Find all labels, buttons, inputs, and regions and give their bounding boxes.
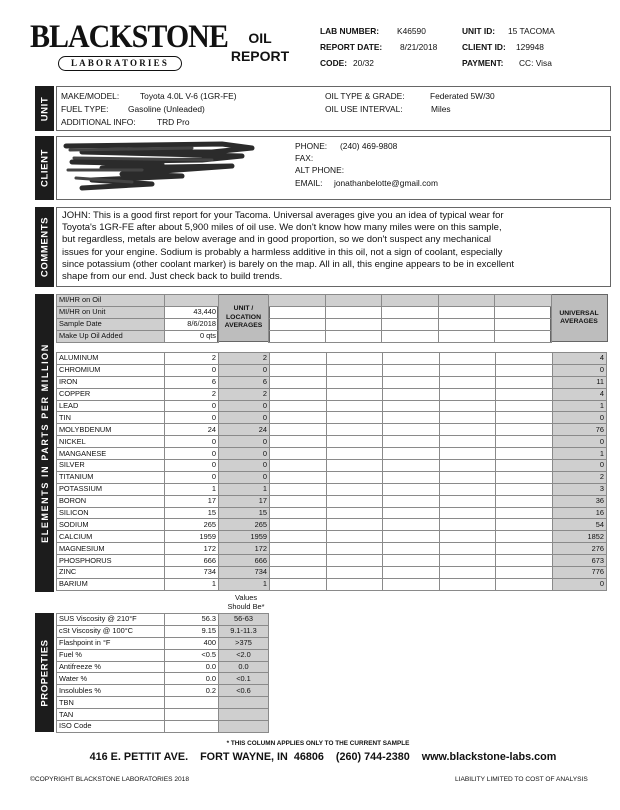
element-value: 0	[165, 436, 219, 448]
element-value: 265	[165, 519, 219, 531]
properties-table	[56, 613, 269, 733]
unit-average: 0	[219, 400, 270, 412]
unit-average: 265	[219, 519, 270, 531]
element-name: SODIUM	[57, 519, 165, 531]
lab-number: K46590	[397, 26, 426, 36]
universal-average: 776	[553, 567, 607, 579]
comment-line: Toyota's 1GR-FE after about 5,900 miles of oil use. We don't know how many miles were on this sample,	[62, 222, 502, 234]
info-value: 8/6/2018	[165, 318, 219, 330]
alt-phone-label: ALT PHONE:	[295, 165, 345, 175]
table-row	[57, 306, 219, 318]
table-row	[57, 471, 607, 483]
element-name: LEAD	[57, 400, 165, 412]
table-row	[57, 388, 607, 400]
property-should-be	[219, 721, 269, 733]
table-row	[57, 330, 219, 342]
universal-average: 54	[553, 519, 607, 531]
element-name: MAGNESIUM	[57, 543, 165, 555]
unit-id: 15 TACOMA	[508, 26, 555, 36]
client-id-label: CLIENT ID:	[462, 42, 506, 52]
element-value: 0	[165, 364, 219, 376]
property-value: 0.2	[165, 685, 219, 697]
unit-average: 0	[219, 448, 270, 460]
unit-average: 0	[219, 460, 270, 472]
element-value: 6	[165, 376, 219, 388]
universal-average: 276	[553, 543, 607, 555]
universal-average: 1852	[553, 531, 607, 543]
property-should-be: 0.0	[219, 661, 269, 673]
element-value: 0	[165, 448, 219, 460]
unit-average: 1959	[219, 531, 270, 543]
report-date: 8/21/2018	[400, 42, 438, 52]
element-value: 1	[165, 483, 219, 495]
element-value: 0	[165, 412, 219, 424]
universal-average: 673	[553, 555, 607, 567]
unit-average: 1	[219, 483, 270, 495]
element-name: MANGANESE	[57, 448, 165, 460]
property-should-be: >375	[219, 637, 269, 649]
element-value: 24	[165, 424, 219, 436]
table-row	[57, 721, 269, 733]
property-should-be: <0.6	[219, 685, 269, 697]
property-name: SUS Viscosity @ 210°F	[57, 614, 165, 626]
payment-value: CC: Visa	[519, 58, 552, 68]
property-name: TBN	[57, 697, 165, 709]
info-label: Sample Date	[57, 318, 165, 330]
unit-section-tab: UNIT	[35, 86, 54, 131]
element-name: IRON	[57, 376, 165, 388]
element-name: BORON	[57, 495, 165, 507]
universal-average: 4	[553, 388, 607, 400]
table-row	[57, 697, 269, 709]
table-row	[57, 495, 607, 507]
element-value: 1959	[165, 531, 219, 543]
unit-average: 15	[219, 507, 270, 519]
property-should-be: 56-63	[219, 614, 269, 626]
unit-average: 666	[219, 555, 270, 567]
oil-type: Federated 5W/30	[430, 91, 495, 101]
table-row	[57, 661, 269, 673]
universal-average: 3	[553, 483, 607, 495]
element-value: 666	[165, 555, 219, 567]
elements-table	[56, 352, 607, 591]
info-label: MI/HR on Unit	[57, 306, 165, 318]
universal-averages-header: UNIVERSAL AVERAGES	[550, 294, 608, 342]
table-row	[57, 424, 607, 436]
property-value: <0.5	[165, 649, 219, 661]
footnote: * THIS COLUMN APPLIES ONLY TO THE CURRENT SAMPLE	[226, 740, 410, 747]
universal-average: 4	[553, 353, 607, 365]
property-name: TAN	[57, 709, 165, 721]
report-title-oil: OIL	[248, 30, 272, 46]
redacted-client-info	[62, 140, 258, 194]
property-value	[165, 697, 219, 709]
property-name: Antifreeze %	[57, 661, 165, 673]
table-row	[57, 637, 269, 649]
element-name: ZINC	[57, 567, 165, 579]
universal-average: 0	[553, 460, 607, 472]
property-value: 56.3	[165, 614, 219, 626]
element-value: 0	[165, 460, 219, 472]
table-row	[57, 685, 269, 697]
fuel-type-label: FUEL TYPE:	[61, 104, 109, 114]
table-row	[57, 412, 607, 424]
additional-info-label: ADDITIONAL INFO:	[61, 117, 136, 127]
table-row	[57, 614, 269, 626]
element-name: ALUMINUM	[57, 353, 165, 365]
property-name: cSt Viscosity @ 100°C	[57, 625, 165, 637]
element-value: 15	[165, 507, 219, 519]
email-label: EMAIL:	[295, 178, 323, 188]
property-name: Flashpoint in °F	[57, 637, 165, 649]
unit-average: 6	[219, 376, 270, 388]
property-should-be	[219, 697, 269, 709]
comment-line: JOHN: This is a good first report for your Tacoma. Universal averages give you an idea of typical wear for	[62, 210, 504, 221]
table-row	[57, 448, 607, 460]
element-value: 17	[165, 495, 219, 507]
logo-wordmark: BLACKSTONE	[30, 18, 228, 55]
properties-section-tab: PROPERTIES	[35, 613, 54, 732]
element-name: MOLYBDENUM	[57, 424, 165, 436]
table-row	[57, 519, 607, 531]
unit-id-label: UNIT ID:	[462, 26, 496, 36]
unit-average: 172	[219, 543, 270, 555]
element-value: 2	[165, 388, 219, 400]
comments-section-tab: COMMENTS	[35, 207, 54, 287]
universal-average: 16	[553, 507, 607, 519]
elements-section-tab: ELEMENTS IN PARTS PER MILLION	[35, 294, 54, 592]
table-row	[57, 578, 607, 590]
property-value: 400	[165, 637, 219, 649]
table-row	[57, 531, 607, 543]
unit-average: 24	[219, 424, 270, 436]
oil-type-label: OIL TYPE & GRADE:	[325, 91, 405, 101]
should-be-header-line-1: Values	[234, 593, 258, 602]
fuel-type: Gasoline (Unleaded)	[128, 104, 205, 114]
property-name: Fuel %	[57, 649, 165, 661]
unit-average: 0	[219, 471, 270, 483]
table-row	[57, 673, 269, 685]
make-model-label: MAKE/MODEL:	[61, 91, 120, 101]
property-should-be: <0.1	[219, 673, 269, 685]
element-value: 0	[165, 400, 219, 412]
element-name: TITANIUM	[57, 471, 165, 483]
report-date-label: REPORT DATE:	[320, 42, 383, 52]
client-section-tab: CLIENT	[35, 136, 54, 200]
make-model: Toyota 4.0L V-6 (1GR-FE)	[140, 91, 237, 101]
element-name: TIN	[57, 412, 165, 424]
element-name: COPPER	[57, 388, 165, 400]
info-value: 0 qts	[165, 330, 219, 342]
table-row	[57, 353, 607, 365]
element-name: POTASSIUM	[57, 483, 165, 495]
table-row	[57, 709, 269, 721]
unit-averages-header: UNIT / LOCATION AVERAGES	[217, 294, 270, 342]
info-value: 43,440	[165, 306, 219, 318]
universal-average: 0	[553, 578, 607, 590]
element-name: CALCIUM	[57, 531, 165, 543]
email-value: jonathanbelotte@gmail.com	[334, 178, 438, 188]
oil-interval: Miles	[431, 104, 451, 114]
code-label: CODE:	[320, 58, 347, 68]
table-row	[57, 460, 607, 472]
property-name: Insolubles %	[57, 685, 165, 697]
table-row	[57, 543, 607, 555]
history-header-grid	[268, 294, 552, 343]
table-row	[57, 400, 607, 412]
universal-average: 1	[553, 448, 607, 460]
property-name: ISO Code	[57, 721, 165, 733]
unit-average: 0	[219, 436, 270, 448]
table-row	[57, 483, 607, 495]
client-id: 129948	[516, 42, 544, 52]
info-value	[165, 295, 219, 307]
unit-average: 17	[219, 495, 270, 507]
table-row	[57, 507, 607, 519]
blackstone-logo	[30, 18, 228, 76]
property-should-be: 9.1-11.3	[219, 625, 269, 637]
property-should-be: <2.0	[219, 649, 269, 661]
universal-average: 36	[553, 495, 607, 507]
universal-average: 11	[553, 376, 607, 388]
unit-average: 0	[219, 364, 270, 376]
element-value: 734	[165, 567, 219, 579]
copyright: ©COPYRIGHT BLACKSTONE LABORATORIES 2018	[30, 776, 190, 783]
table-row	[57, 649, 269, 661]
element-name: PHOSPHORUS	[57, 555, 165, 567]
additional-info: TRD Pro	[157, 117, 190, 127]
table-row	[57, 567, 607, 579]
property-value: 0.0	[165, 661, 219, 673]
element-value: 172	[165, 543, 219, 555]
element-value: 2	[165, 353, 219, 365]
code-value: 20/32	[353, 58, 374, 68]
should-be-header-line-2: Should Be*	[227, 602, 265, 611]
element-value: 0	[165, 471, 219, 483]
sample-info-table	[56, 294, 219, 343]
table-row	[57, 318, 219, 330]
unit-average: 0	[219, 412, 270, 424]
property-value	[165, 721, 219, 733]
property-name: Water %	[57, 673, 165, 685]
element-name: BARIUM	[57, 578, 165, 590]
unit-average: 2	[219, 388, 270, 400]
universal-average: 0	[553, 364, 607, 376]
oil-interval-label: OIL USE INTERVAL:	[325, 104, 403, 114]
table-row	[57, 376, 607, 388]
table-row	[57, 625, 269, 637]
element-value: 1	[165, 578, 219, 590]
phone-value: (240) 469-9808	[340, 141, 398, 151]
payment-label: PAYMENT:	[462, 58, 504, 68]
table-row	[57, 364, 607, 376]
unit-average: 734	[219, 567, 270, 579]
phone-label: PHONE:	[295, 141, 328, 151]
element-name: NICKEL	[57, 436, 165, 448]
should-be-header	[218, 593, 274, 611]
info-label: Make Up Oil Added	[57, 330, 165, 342]
liability-note: LIABILITY LIMITED TO COST OF ANALYSIS	[455, 776, 588, 783]
comment-line: since potassium (other coolant marker) is barely on the map. All in all, this engine appears to be in excellent	[62, 258, 515, 270]
lab-number-label: LAB NUMBER:	[320, 26, 380, 36]
universal-average: 2	[553, 471, 607, 483]
footer-address: 416 E. PETTIT AVE. FORT WAYNE, IN 46806 (260) 744-2380 www.blackstone-labs.com	[89, 751, 557, 763]
comment-line: issues for your engine. Sodium is probably a harmless additive in this oil, not a sign of coolant, especially	[62, 246, 503, 258]
element-name: SILVER	[57, 460, 165, 472]
unit-average: 1	[219, 578, 270, 590]
element-name: CHROMIUM	[57, 364, 165, 376]
logo-subtitle: LABORATORIES	[58, 56, 182, 71]
table-row	[57, 295, 219, 307]
universal-average: 1	[553, 400, 607, 412]
element-name: SILICON	[57, 507, 165, 519]
info-label: MI/HR on Oil	[57, 295, 165, 307]
universal-average: 76	[553, 424, 607, 436]
report-title-report: REPORT	[230, 48, 290, 64]
property-value: 0.0	[165, 673, 219, 685]
universal-average: 0	[553, 436, 607, 448]
fax-label: FAX:	[295, 153, 314, 163]
property-should-be	[219, 709, 269, 721]
property-value: 9.15	[165, 625, 219, 637]
table-row	[57, 436, 607, 448]
property-value	[165, 709, 219, 721]
comment-line: but regardless, metals are below average and in good proportion, so we don't suspect any mechanical	[62, 234, 492, 246]
universal-average: 0	[553, 412, 607, 424]
comment-line: shape from our end. Just check back to build trends.	[62, 271, 283, 283]
comments-text	[62, 210, 607, 283]
table-row	[57, 555, 607, 567]
unit-average: 2	[219, 353, 270, 365]
